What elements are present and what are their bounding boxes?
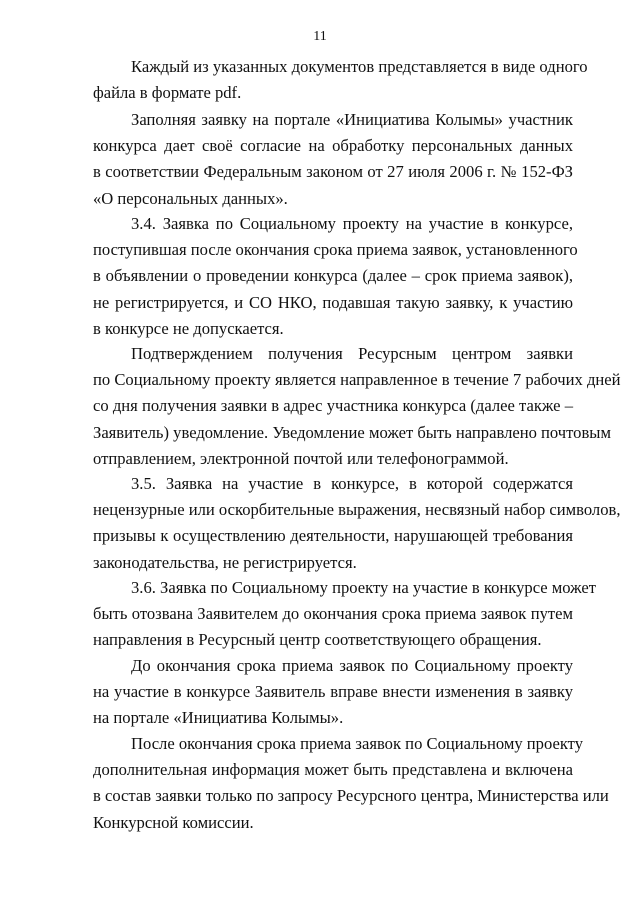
text-line: конкурса дает своё согласие на обработку персональных данных <box>93 136 573 156</box>
text-line: на портале «Инициатива Колымы». <box>93 708 344 728</box>
text-line: поступившая после окончания срока приема заявок, установленного <box>93 240 578 260</box>
text-line: дополнительная информация может быть представлена и включена <box>93 760 573 780</box>
text-line: До окончания срока приема заявок по Социальному проекту <box>131 656 573 675</box>
text-line: в состав заявки только по запросу Ресурсного центра, Министерства или <box>93 786 609 806</box>
text-line: со дня получения заявки в адрес участника конкурса (далее также – <box>93 396 573 416</box>
text-line: 3.4. Заявка по Социальному проекту на участие в конкурсе, <box>131 214 573 233</box>
text-line: файла в формате pdf. <box>93 83 242 103</box>
text-line: «О персональных данных». <box>93 188 288 208</box>
text-line: Каждый из указанных документов представляется в виде одного <box>131 57 588 76</box>
text-line: После окончания срока приема заявок по Социальному проекту <box>131 734 584 753</box>
text-line: Заполняя заявку на портале «Инициатива Колымы» участник <box>131 110 573 129</box>
paragraph-3-5 <box>93 471 621 576</box>
text-line: нецензурные или оскорбительные выражения, несвязный набор символов, <box>93 500 621 520</box>
paragraph-personal-data-consent <box>93 107 573 212</box>
text-line: в конкурсе не допускается. <box>93 318 284 338</box>
paragraph-3-6 <box>93 575 597 654</box>
text-line: не регистрируется, и СО НКО, подавшая такую заявку, к участию <box>93 292 573 312</box>
text-line: Заявитель) уведомление. Уведомление может быть направлено почтовым <box>93 422 611 442</box>
text-line: отправлением, электронной почтой или телефонограммой. <box>93 448 509 468</box>
paragraph-additional-info <box>93 731 609 836</box>
page-number: 11 <box>313 29 327 44</box>
text-line: Конкурсной комиссии. <box>93 812 254 832</box>
text-line: в объявлении о проведении конкурса (далее – срок приема заявок), <box>93 266 573 286</box>
text-line: законодательства, не регистрируется. <box>93 552 357 572</box>
paragraph-changes <box>93 653 573 732</box>
text-line: 3.5. Заявка на участие в конкурсе, в которой содержатся <box>131 474 573 493</box>
paragraph-document-format <box>93 54 588 106</box>
text-line: на участие в конкурсе Заявитель вправе внести изменения в заявку <box>93 682 573 702</box>
text-line: быть отозвана Заявителем до окончания срока приема заявок путем <box>93 604 573 624</box>
text-line: в соответствии Федеральным законом от 27 июля 2006 г. № 152-ФЗ <box>93 162 573 182</box>
text-line: 3.6. Заявка по Социальному проекту на участие в конкурсе может <box>131 578 597 597</box>
text-line: Подтверждением получения Ресурсным центром заявки <box>131 344 573 363</box>
text-line: призывы к осуществлению деятельности, нарушающей требования <box>93 526 573 546</box>
paragraph-confirmation <box>93 341 621 472</box>
text-line: по Социальному проекту является направленное в течение 7 рабочих дней <box>93 370 621 390</box>
paragraph-3-4 <box>93 211 578 342</box>
text-line: направления в Ресурсный центр соответствующего обращения. <box>93 630 542 650</box>
